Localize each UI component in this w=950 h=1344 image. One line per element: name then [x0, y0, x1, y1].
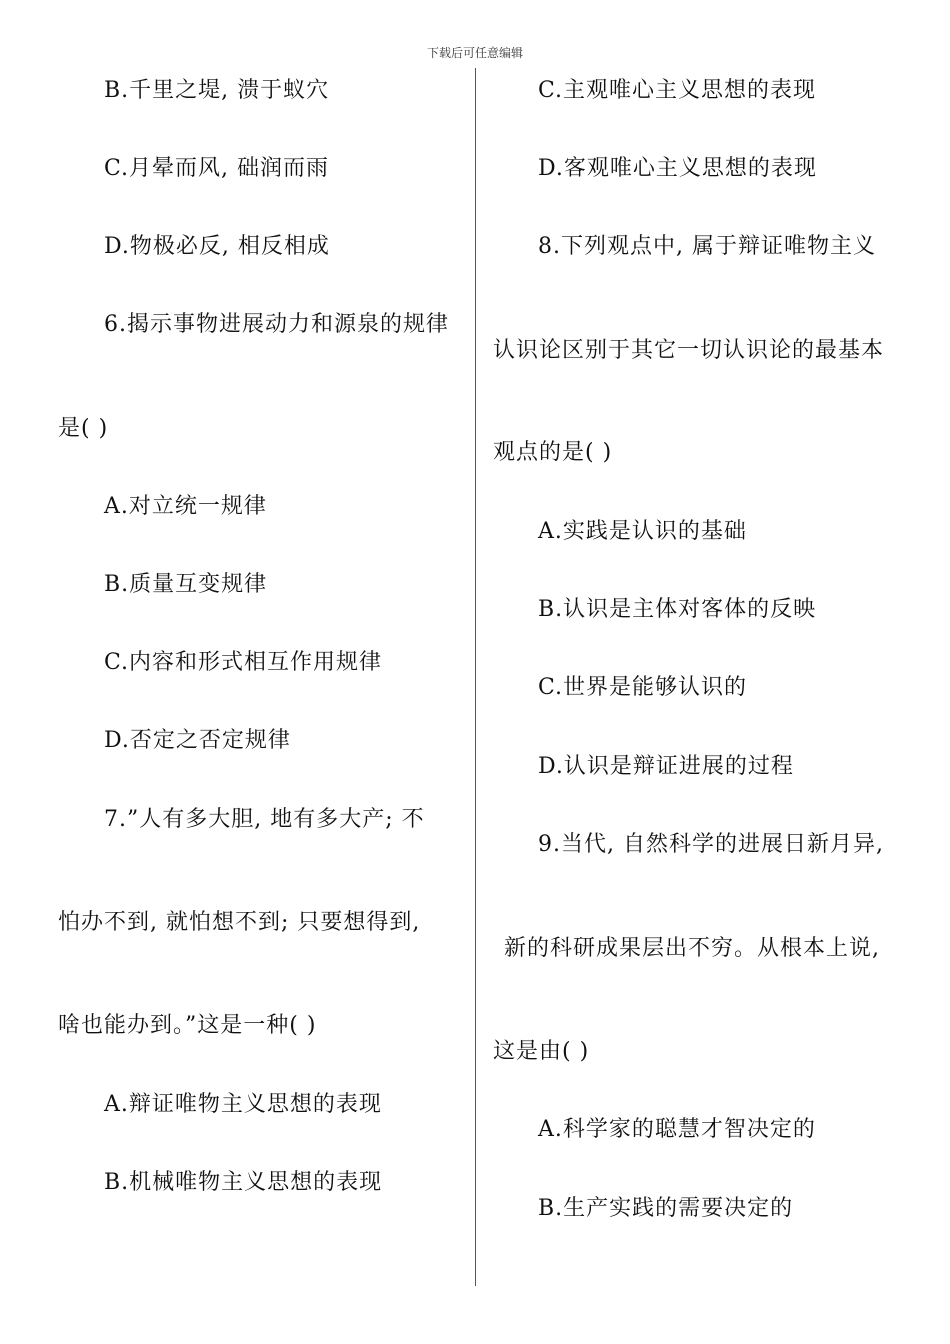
- right-line-3: 8.下列观点中, 属于辩证唯物主义: [538, 234, 876, 259]
- right-line-2: D.客观唯心主义思想的表现: [538, 156, 817, 181]
- left-line-6: A.对立统一规律: [104, 494, 267, 519]
- left-line-11: 怕办不到, 就怕想不到; 只要想得到,: [58, 910, 421, 935]
- left-line-5: 是( ): [58, 416, 109, 441]
- left-line-14: B.机械唯物主义思想的表现: [104, 1170, 383, 1195]
- left-line-10: 7.”人有多大胆, 地有多大产; 不: [104, 807, 425, 832]
- right-line-4: 认识论区别于其它一切认识论的最基本: [493, 338, 885, 363]
- right-line-1: C.主观唯心主义思想的表现: [538, 78, 817, 103]
- right-line-5: 观点的是( ): [493, 440, 613, 465]
- right-line-10: 9.当代, 自然科学的进展日新月异,: [538, 832, 884, 857]
- left-line-9: D.否定之否定规律: [104, 728, 291, 753]
- left-line-1: B.千里之堤, 溃于蚁穴: [104, 78, 330, 103]
- right-line-6: A.实践是认识的基础: [538, 519, 747, 544]
- right-line-8: C.世界是能够认识的: [538, 675, 748, 700]
- column-divider: [475, 68, 476, 1286]
- right-line-14: B.生产实践的需要决定的: [538, 1196, 794, 1221]
- left-line-3: D.物极必反, 相反相成: [104, 234, 330, 259]
- right-line-12: 这是由( ): [493, 1039, 590, 1064]
- left-line-12: 啥也能办到。”这是一种( ): [58, 1013, 317, 1038]
- right-line-11: 新的科研成果层出不穷。从根本上说,: [504, 936, 880, 961]
- left-line-7: B.质量互变规律: [104, 572, 268, 597]
- right-line-7: B.认识是主体对客体的反映: [538, 597, 817, 622]
- left-line-8: C.内容和形式相互作用规律: [104, 650, 383, 675]
- left-line-4: 6.揭示事物进展动力和源泉的规律: [104, 312, 449, 337]
- right-line-13: A.科学家的聪慧才智决定的: [538, 1117, 816, 1142]
- left-line-2: C.月晕而风, 础润而雨: [104, 156, 330, 181]
- page-header: 下载后可任意编辑: [426, 46, 523, 60]
- right-line-9: D.认识是辩证进展的过程: [538, 754, 794, 779]
- left-line-13: A.辩证唯物主义思想的表现: [104, 1092, 382, 1117]
